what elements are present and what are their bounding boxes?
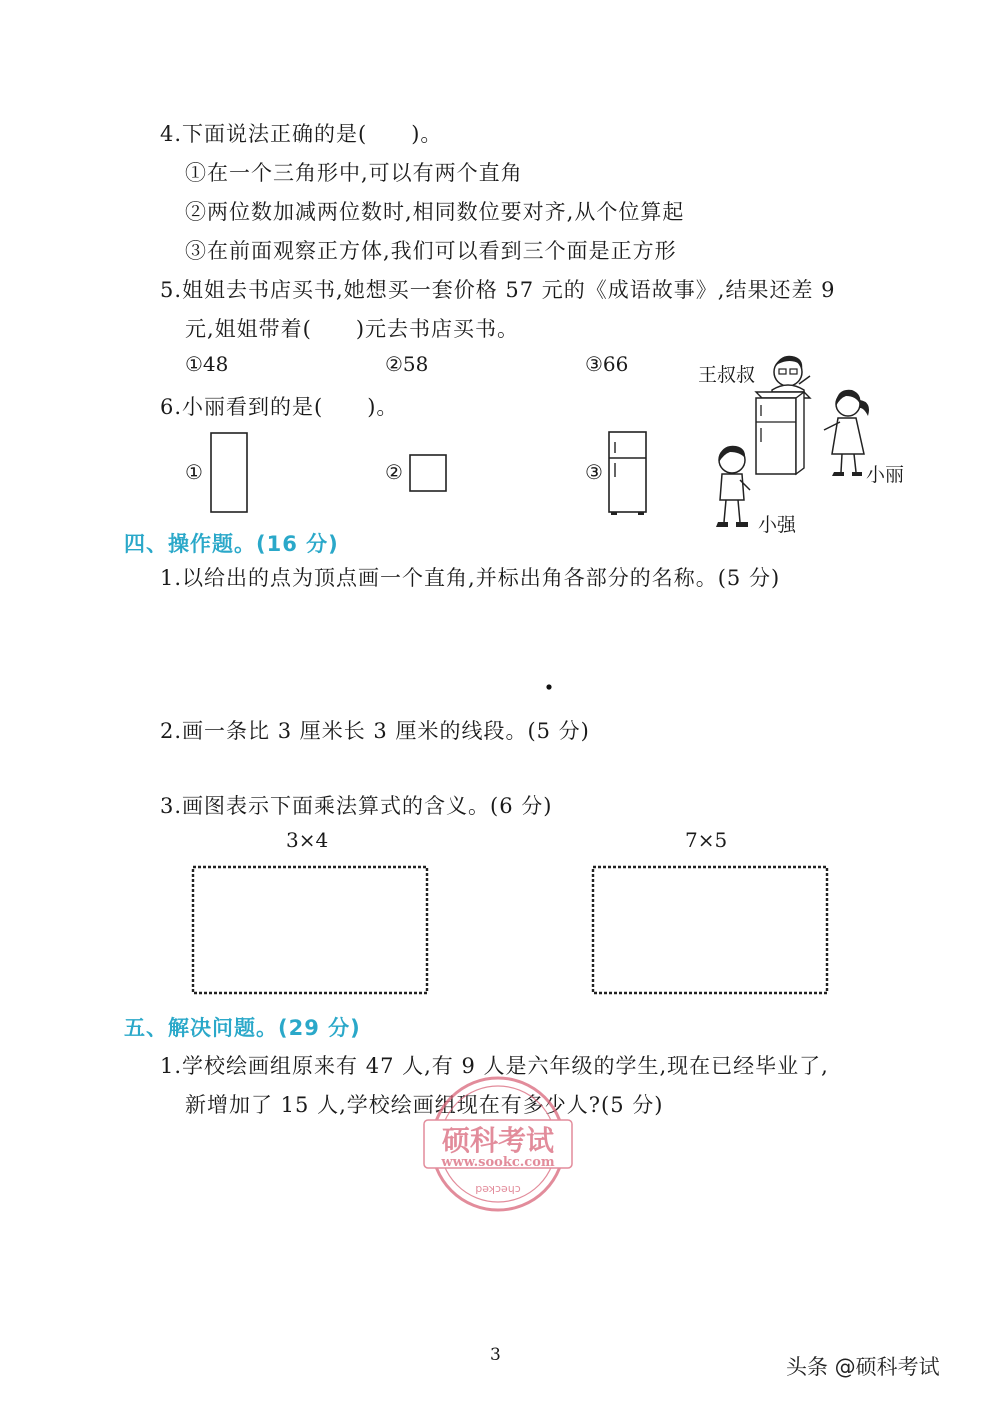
s5-q1-line2: 新增加了 15 人,学校绘画组现在有多少人?(5 分) [185,1093,664,1117]
watermark-ring-text: checked [475,1183,521,1196]
vertex-dot [546,684,554,692]
s4-q1: 1.以给出的点为顶点画一个直角,并标出角各部分的名称。(5 分) [160,566,781,590]
watermark-name: 硕科考试 [441,1124,555,1157]
q5-option-2: ②58 [385,352,429,376]
q4-option-3: ③在前面观察正方体,我们可以看到三个面是正方形 [185,239,677,263]
label-xiaoli: 小丽 [866,464,905,486]
expression-7x5: 7×5 [685,828,728,852]
label-xiaoqiang: 小强 [758,514,797,536]
q6-stem: 6.小丽看到的是( )。 [160,395,399,419]
q5-option-3: ③66 [585,352,629,376]
watermark-stamp [418,1070,578,1220]
q5-option-1: ①48 [185,352,229,376]
q6-option-3-label: ③ [585,460,603,484]
boy-figure [716,446,750,527]
s4-q3: 3.画图表示下面乘法算式的含义。(6 分) [160,794,553,818]
source-tag: 头条 @硕科考试 [786,1355,940,1379]
q6-option-1-label: ① [185,460,203,484]
s5-q1-line1: 1.学校绘画组原来有 47 人,有 9 人是六年级的学生,现在已经毕业了, [160,1054,829,1078]
uncle-figure [772,356,810,392]
refrigerator-front-icon [607,431,651,517]
q4-option-1: ①在一个三角形中,可以有两个直角 [185,161,523,185]
section-4-title: 四、操作题。(16 分) [124,532,339,556]
watermark-url: www.sookc.com [441,1155,555,1170]
s4-q2: 2.画一条比 3 厘米长 3 厘米的线段。(5 分) [160,719,590,743]
q5-line2: 元,姐姐带着( )元去书店买书。 [185,317,520,341]
refrigerator-side [756,392,810,474]
q4-option-2: ②两位数加减两位数时,相同数位要对齐,从个位算起 [185,200,685,224]
tall-rectangle-icon [210,432,250,514]
drawing-box-left[interactable] [190,864,432,996]
section-5-title: 五、解决问题。(29 分) [124,1016,361,1040]
page-number: 3 [490,1345,501,1365]
drawing-box-right[interactable] [590,864,832,996]
girl-figure [824,390,869,476]
expression-3x4: 3×4 [286,828,329,852]
q6-option-2-label: ② [385,460,403,484]
q4-stem: 4.下面说法正确的是( )。 [160,122,443,146]
label-uncle-wang: 王叔叔 [698,364,756,386]
q5-line1: 5.姐姐去书店买书,她想买一套价格 57 元的《成语故事》,结果还差 9 [160,278,836,302]
square-icon [409,454,449,494]
